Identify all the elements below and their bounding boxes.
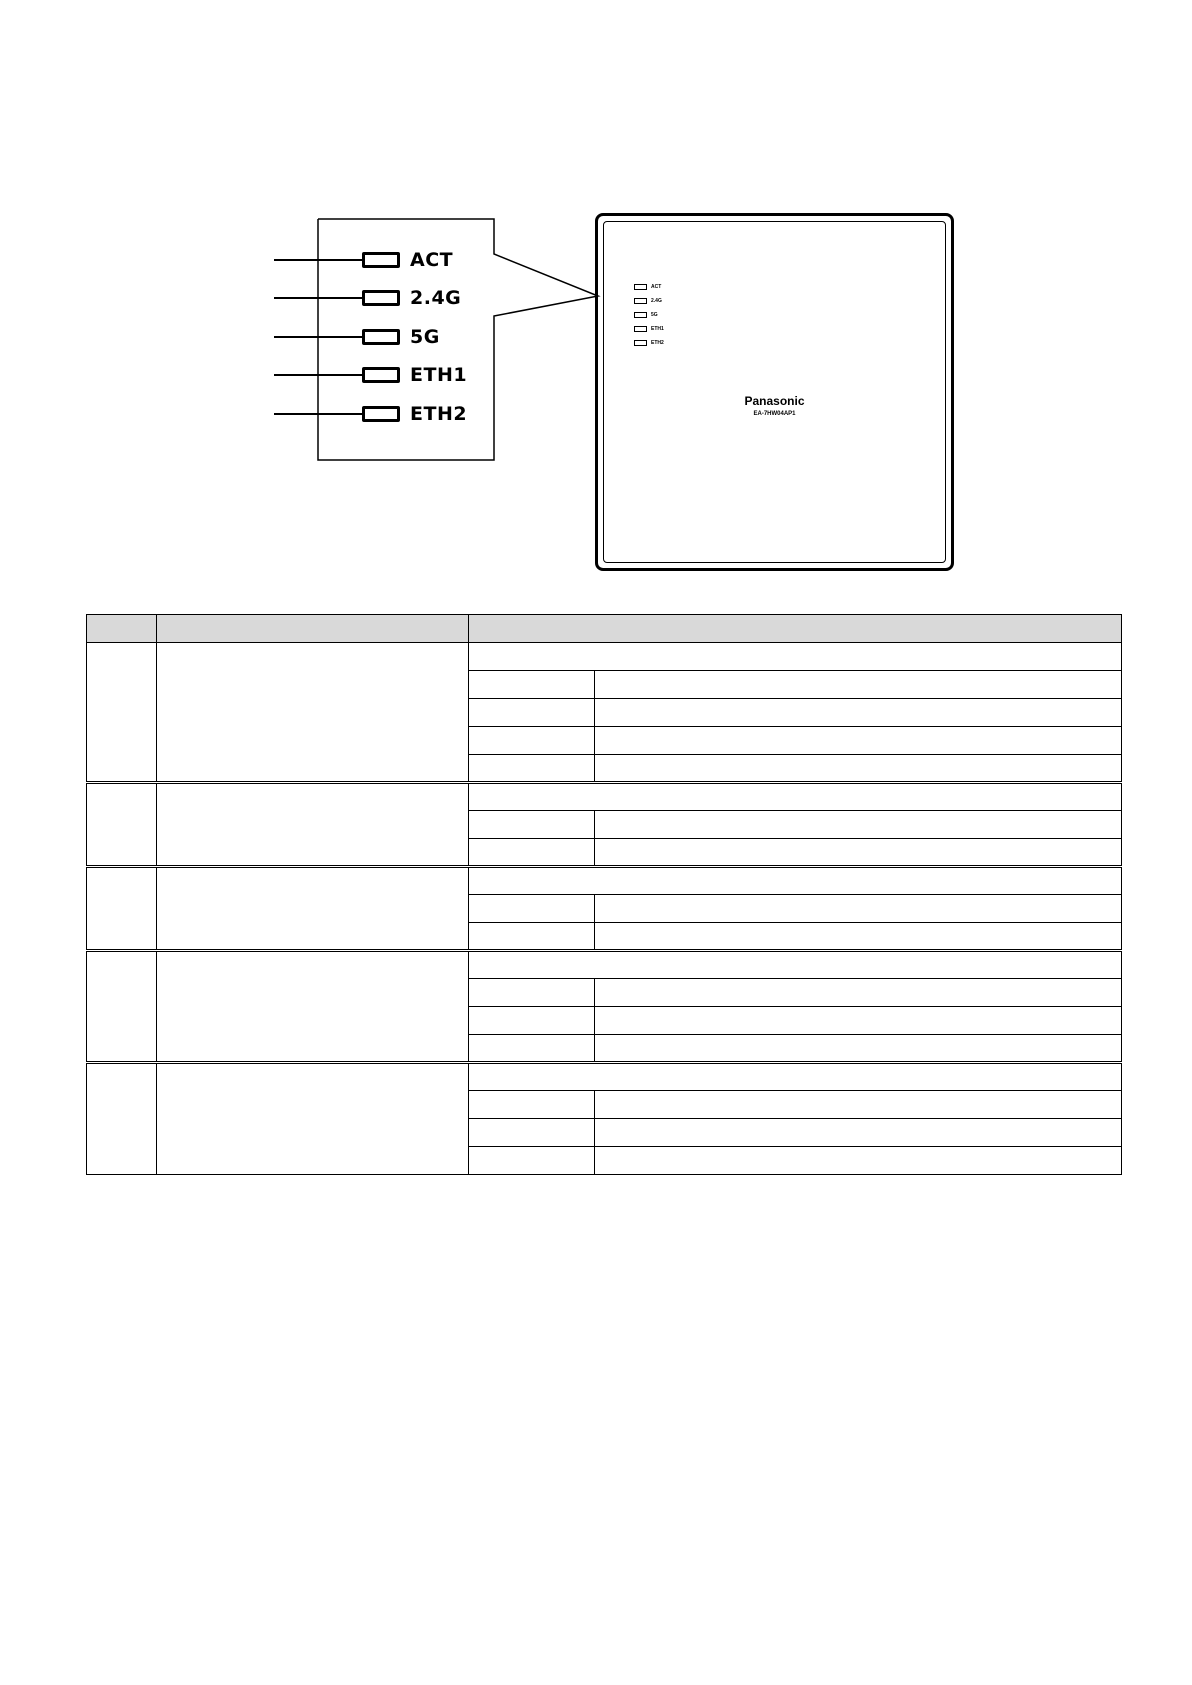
led-label-eth1: ETH1 <box>410 364 468 386</box>
state-desc <box>595 671 1122 699</box>
state-desc <box>595 1007 1122 1035</box>
state-desc <box>595 1035 1122 1063</box>
table-row <box>87 1063 1122 1091</box>
table-row <box>87 951 1122 979</box>
row-number <box>87 643 157 783</box>
row-summary <box>469 951 1122 979</box>
mini-led-icon <box>634 312 647 318</box>
led-label-5g: 5G <box>410 326 440 348</box>
leader-line-act <box>274 259 362 261</box>
leader-line-5g <box>274 336 362 338</box>
state-cell <box>469 895 595 923</box>
model-number: EA-7HW04AP1 <box>753 411 796 417</box>
state-desc <box>595 1119 1122 1147</box>
leader-line-eth1 <box>274 374 362 376</box>
state-cell <box>469 1035 595 1063</box>
state-cell <box>469 1007 595 1035</box>
led-24g <box>362 283 461 313</box>
access-point-illustration <box>595 213 954 571</box>
led-label-24g: 2.4G <box>410 287 462 309</box>
row-number <box>87 1063 157 1175</box>
table-row <box>87 783 1122 811</box>
state-desc <box>595 727 1122 755</box>
header-no <box>87 615 157 643</box>
led-act <box>362 245 453 275</box>
led-indicator-icon <box>362 252 400 268</box>
state-desc <box>595 699 1122 727</box>
state-cell <box>469 671 595 699</box>
row-summary <box>469 867 1122 895</box>
led-eth2 <box>362 399 467 429</box>
mini-led-icon <box>634 298 647 304</box>
state-cell <box>469 727 595 755</box>
product-face <box>603 221 946 563</box>
state-cell <box>469 839 595 867</box>
led-indicator-icon <box>362 406 400 422</box>
row-number <box>87 867 157 951</box>
mini-led-act: ACT <box>634 282 661 292</box>
state-cell <box>469 811 595 839</box>
leader-line-eth2 <box>274 413 362 415</box>
table-row <box>87 643 1122 671</box>
row-led-name <box>157 951 469 1063</box>
state-cell <box>469 979 595 1007</box>
mini-led-icon <box>634 326 647 332</box>
state-desc <box>595 895 1122 923</box>
row-summary <box>469 643 1122 671</box>
state-desc <box>595 1091 1122 1119</box>
row-led-name <box>157 1063 469 1175</box>
led-status-table <box>86 614 1122 1175</box>
mini-led-eth2: ETH2 <box>634 338 664 348</box>
row-summary <box>469 783 1122 811</box>
row-number <box>87 951 157 1063</box>
brand-logo: Panasonic <box>744 394 805 408</box>
led-label-act: ACT <box>410 249 454 271</box>
mini-led-icon <box>634 284 647 290</box>
state-cell <box>469 923 595 951</box>
mini-led-icon <box>634 340 647 346</box>
table-row <box>87 867 1122 895</box>
header-status <box>469 615 1122 643</box>
state-cell <box>469 755 595 783</box>
state-cell <box>469 1119 595 1147</box>
state-desc <box>595 923 1122 951</box>
state-desc <box>595 979 1122 1007</box>
state-desc <box>595 811 1122 839</box>
leader-line-24g <box>274 297 362 299</box>
row-summary <box>469 1063 1122 1091</box>
led-indicator-icon <box>362 290 400 306</box>
row-led-name <box>157 643 469 783</box>
state-desc <box>595 1147 1122 1175</box>
led-label-eth2: ETH2 <box>410 403 468 425</box>
mini-led-5g: 5G <box>634 310 658 320</box>
state-cell <box>469 1091 595 1119</box>
mini-led-eth1: ETH1 <box>634 324 664 334</box>
table-header-row <box>87 615 1122 643</box>
mini-led-24g: 2.4G <box>634 296 662 306</box>
state-desc <box>595 755 1122 783</box>
header-name <box>157 615 469 643</box>
row-led-name <box>157 783 469 867</box>
led-eth1 <box>362 360 467 390</box>
led-indicator-icon <box>362 367 400 383</box>
state-cell <box>469 1147 595 1175</box>
row-led-name <box>157 867 469 951</box>
led-indicator-icon <box>362 329 400 345</box>
state-cell <box>469 699 595 727</box>
row-number <box>87 783 157 867</box>
led-5g <box>362 322 440 352</box>
state-desc <box>595 839 1122 867</box>
